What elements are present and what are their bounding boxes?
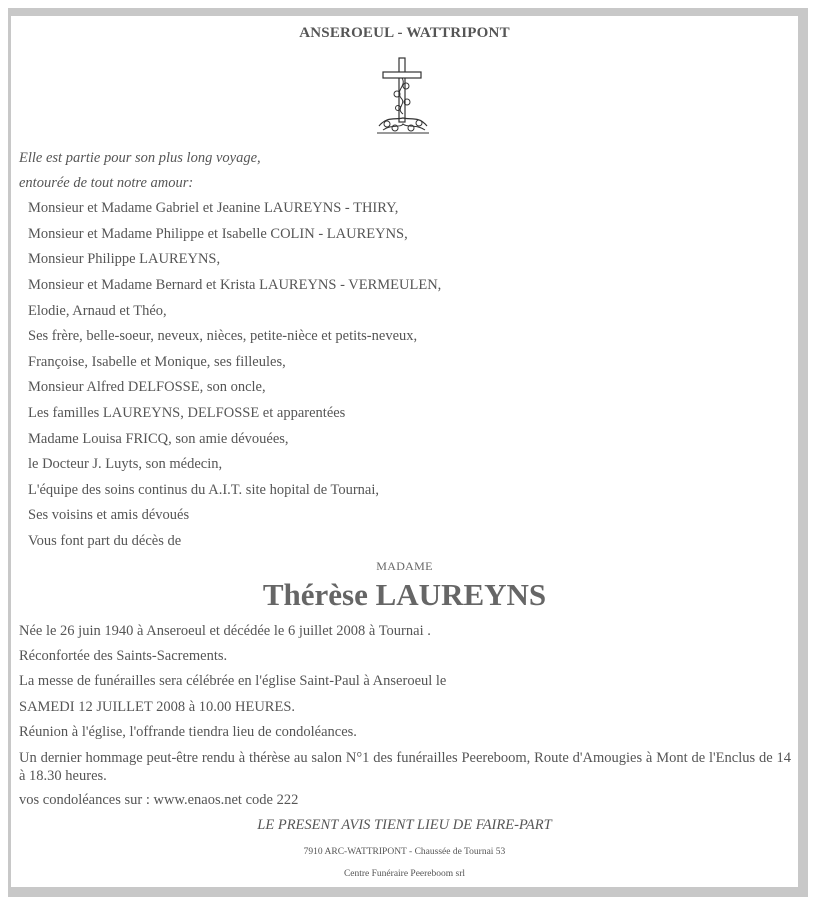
deceased-title: MADAME [376, 559, 433, 573]
family-member-line: Madame Louisa FRICQ, son amie dévouées, [28, 431, 289, 447]
family-member-line: Monsieur et Madame Philippe et Isabelle COLIN - LAUREYNS, [28, 226, 408, 242]
funeral-home-name: Centre Funéraire Peereboom srl [343, 869, 466, 879]
detail-line: Réunion à l'église, l'offrande tiendra lieu de condoléances. [19, 724, 357, 740]
faire-part-notice: LE PRESENT AVIS TIENT LIEU DE FAIRE-PART [257, 817, 552, 833]
deceased-name: Thérèse LAUREYNS [262, 577, 547, 612]
intro-line: entourée de tout notre amour: [19, 175, 194, 191]
family-member-line: Elodie, Arnaud et Théo, [28, 303, 167, 319]
detail-line: Un dernier hommage peut-être rendu à thérèse au salon N°1 des funérailles Peereboom, Route d'Amougies à Mont de l'Enclus de 14 à 18.30 heures. [19, 750, 791, 784]
family-member-line: L'équipe des soins continus du A.I.T. site hopital de Tournai, [28, 482, 380, 498]
family-member-line: Monsieur Alfred DELFOSSE, son oncle, [28, 379, 266, 395]
family-member-line: Monsieur et Madame Bernard et Krista LAUREYNS - VERMEULEN, [28, 277, 442, 293]
family-member-line: Monsieur et Madame Gabriel et Jeanine LAUREYNS - THIRY, [28, 200, 399, 216]
family-member-line: Les familles LAUREYNS, DELFOSSE et apparentées [28, 405, 346, 421]
detail-line: SAMEDI 12 JUILLET 2008 à 10.00 HEURES. [19, 699, 296, 715]
family-member-line: Françoise, Isabelle et Monique, ses filleules, [28, 354, 286, 370]
obituary-notice [11, 16, 798, 887]
detail-line: La messe de funérailles sera célébrée en l'église Saint-Paul à Anseroeul le [19, 673, 447, 689]
cross-with-flowers-icon [373, 56, 433, 136]
detail-line: Née le 26 juin 1940 à Anseroeul et décédée le 6 juillet 2008 à Tournai . [19, 623, 431, 639]
announcement-line: Vous font part du décès de [28, 533, 182, 549]
village-heading: ANSEROEUL - WATTRIPONT [299, 25, 510, 41]
family-member-line: le Docteur J. Luyts, son médecin, [28, 456, 223, 472]
family-member-line: Ses frère, belle-soeur, neveux, nièces, petite-nièce et petits-neveux, [28, 328, 418, 344]
family-member-line: Ses voisins et amis dévoués [28, 507, 190, 523]
family-member-line: Monsieur Philippe LAUREYNS, [28, 251, 221, 267]
detail-line: Réconfortée des Saints-Sacrements. [19, 648, 228, 664]
funeral-home-address: 7910 ARC-WATTRIPONT - Chaussée de Tournai 53 [303, 847, 506, 857]
condolences-line: vos condoléances sur : www.enaos.net code 222 [19, 792, 299, 808]
intro-line: Elle est partie pour son plus long voyage, [19, 150, 261, 166]
